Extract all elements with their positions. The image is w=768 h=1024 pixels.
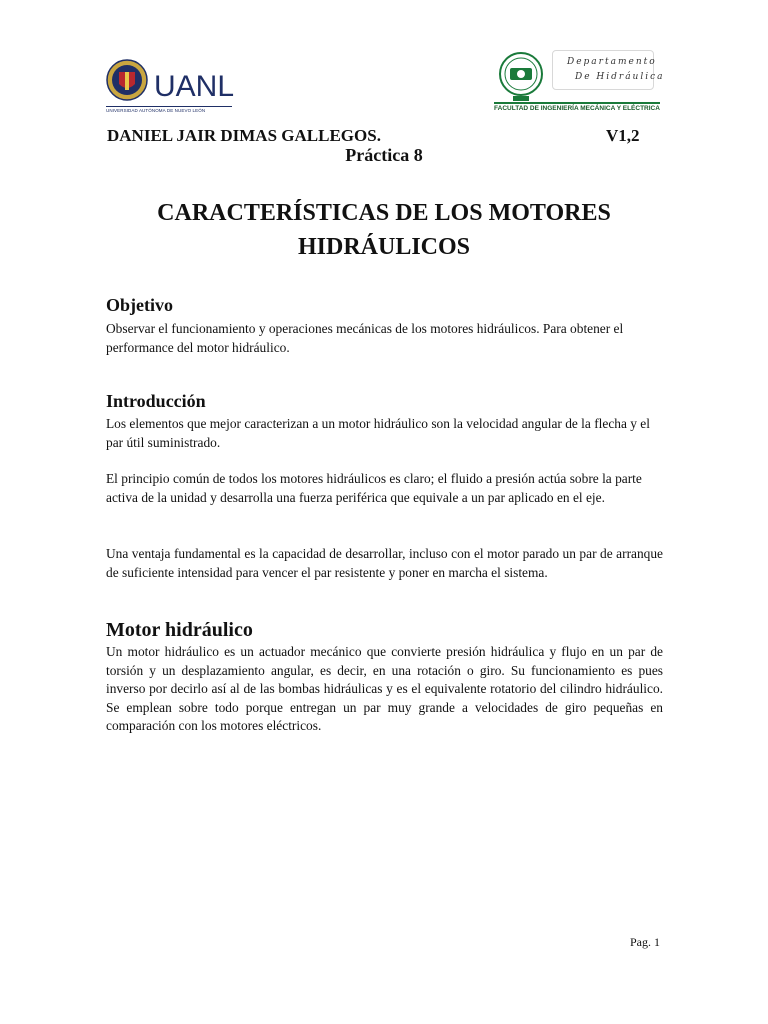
practice-number: Práctica 8 (345, 145, 423, 165)
author-name: DANIEL JAIR DIMAS GALLEGOS. (107, 126, 381, 145)
fime-logo (494, 46, 665, 118)
version-label: V1,2 (606, 126, 640, 145)
department-line-2: De Hidráulica (575, 72, 665, 82)
department-box (552, 50, 665, 90)
uanl-subtitle: UNIVERSIDAD AUTÓNOMA DE NUEVO LEÓN (106, 108, 206, 113)
faculty-name: FACULTAD DE INGENIERÍA MECÁNICA Y ELÉCTRICA (494, 105, 660, 112)
paragraph-intro-2: El principio común de todos los motores hidráulicos es claro; el fluido a presión actúa sobre la parte activa de la unidad y desarrolla una fuerza periférica que equivale a un par aplicado en el eje. (106, 471, 642, 505)
uanl-name: UANL (154, 70, 235, 103)
document-title: CARACTERÍSTICAS DE LOS MOTORES HIDRÁULICOS (157, 200, 611, 260)
section-heading-objetivo: Objetivo (106, 295, 173, 315)
uanl-divider (106, 106, 232, 107)
section-heading-introduccion: Introducción (106, 391, 206, 411)
section-heading-motor: Motor hidráulico (106, 619, 253, 641)
paragraph-objetivo: Observar el funcionamiento y operaciones mecánicas de los motores hidráulicos. Para obtener el performance del motor hidráulico. (106, 321, 624, 355)
uanl-logo (106, 54, 234, 118)
paragraph-motor: Un motor hidráulico es un actuador mecánico que convierte presión hidráulica y flujo en un par de torsión y un desplazamiento angular, es decir, en una rotación o giro. Su funcionamiento es pues inverso por decirlo así al de las bombas hidráulicas y es el equivalente rotatorio del cilindro hidráulico. Se emplean sobre todo porque entregan un par muy grande a velocidades de giro pequeñas en comparación con los motores eléctricos. (106, 644, 663, 733)
paragraph-intro-3: Una ventaja fundamental es la capacidad de desarrollar, incluso con el motor parado un par de arranque de suficiente intensidad para vencer el par resistente y poner en marcha el sistema. (106, 546, 663, 580)
department-line-1: Departamento (567, 57, 657, 67)
paragraph-intro-1: Los elementos que mejor caracterizan a un motor hidráulico son la velocidad angular de la flecha y el par útil suministrado. (106, 416, 650, 450)
page-number: Pag. 1 (630, 935, 660, 949)
fime-seal-icon (498, 48, 544, 104)
fime-divider (494, 102, 660, 104)
uanl-seal-icon (106, 56, 148, 104)
